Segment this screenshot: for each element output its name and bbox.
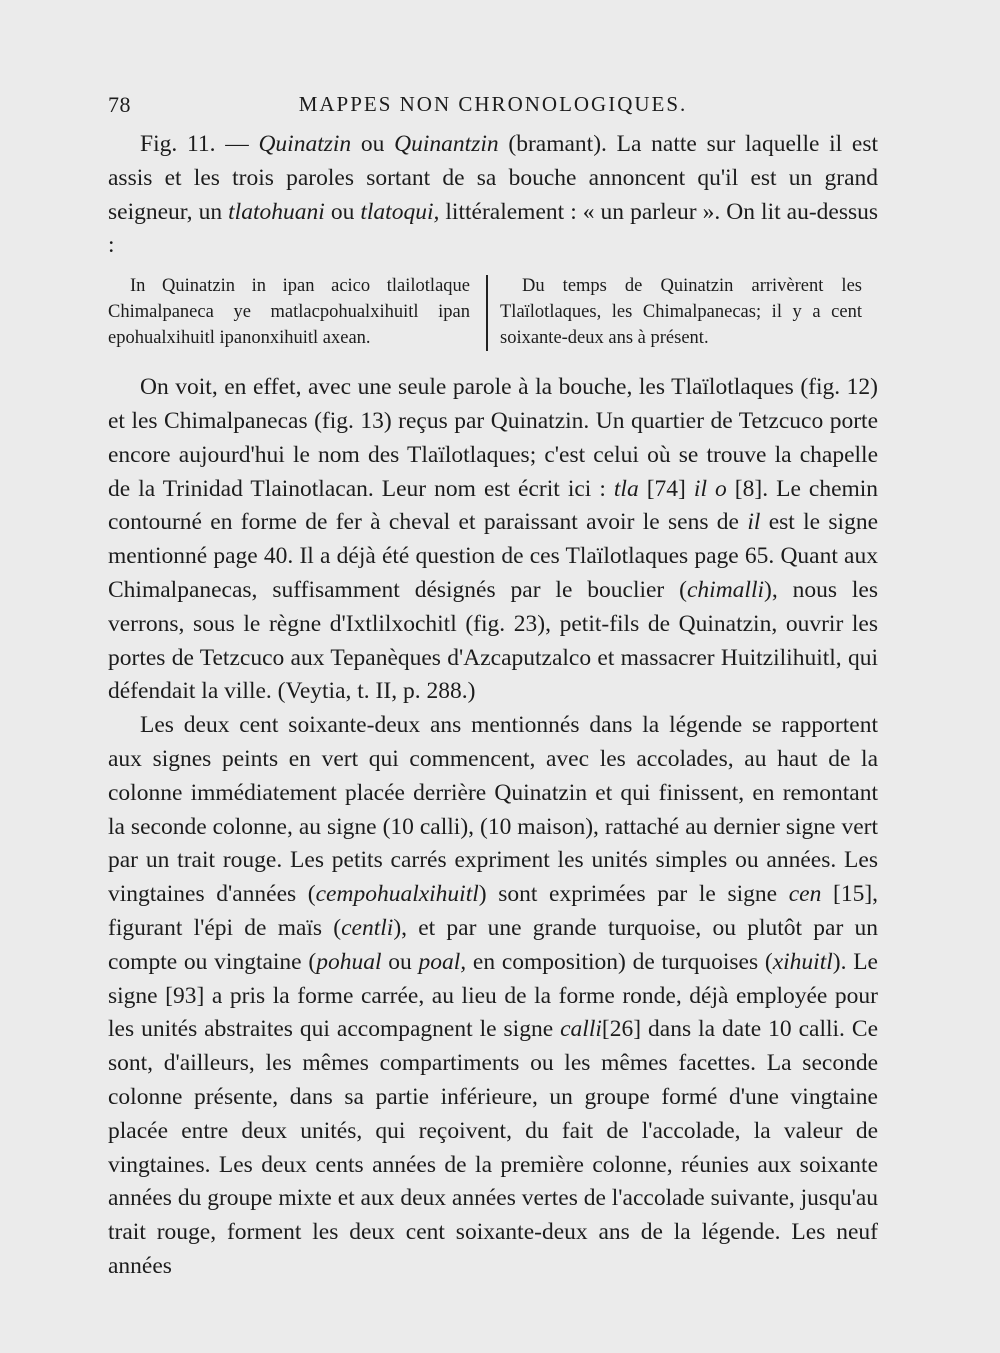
running-title: MAPPES NON CHRONOLOGIQUES. bbox=[298, 92, 688, 116]
page-body bbox=[108, 128, 878, 1284]
text-span: est le signe mentionné page 40. Il a déjà été question de ces Tlaïlotlaques page 65. Quant aux Chimalpanecas, suffisamment désignés par le bouclier ( bbox=[108, 509, 879, 603]
paragraph-tlailotlaques bbox=[108, 371, 878, 709]
term-calli: calli bbox=[560, 1016, 602, 1043]
legend-nahuatl: In Quinatzin in ipan acico tlailotlaque Chimalpaneca ye matlacpohualxihuitl ipan epohualxihuitl ipanonxihuitl axean. bbox=[108, 276, 470, 349]
paragraph-years bbox=[108, 709, 878, 1284]
text-span: ou bbox=[360, 131, 385, 157]
glyph-tla: tla bbox=[613, 475, 639, 502]
text-span: ou bbox=[388, 948, 412, 975]
glyph-o: o bbox=[715, 475, 727, 502]
term-tlatoqui: tlatoqui, bbox=[360, 198, 440, 225]
term-poal: poal, bbox=[418, 948, 467, 975]
text-span: ), nous les verrons, sous le règne d'Ixtlilxochitl (fig. 23), petit-fils de Quinatzin, ouvrir les portes de Tetzcuco aux Tepanèques d'Azcaputzalco et massacrer Huitzilihuitl, qui défendait la ville. (Veytia, t. II, p. 288.) bbox=[108, 576, 878, 705]
text-span: Les deux cent soixante-deux ans mentionnés dans la légende se rapportent aux signes peints en vert qui commencent, avec les accolades, au haut de la colonne immédiatement placée derrière Quinatzin et qui finissent, en remontant la seconde colonne, au signe (10 calli), (10 maison), rattaché au dernier signe vert par un trait rouge. Les petits carrés expriment les unités simples ou années. Les vingtaines d'années ( bbox=[108, 712, 878, 908]
text-span: ) sont exprimées par le signe bbox=[478, 881, 778, 908]
page-number: 78 bbox=[108, 92, 131, 117]
figure-11-paragraph bbox=[108, 128, 878, 263]
term-tlatohuani: tlatohuani bbox=[228, 198, 325, 225]
term-xihuitl: xihuitl bbox=[772, 948, 833, 975]
text-span: On voit, en effet, avec une seule parole à la bouche, les Tlaïlotlaques (fig. 12) et les Chimalpanecas (fig. 13) reçus par Quinatzin. Un quartier de Tetzcuco porte encore aujourd'hui le nom des Tlaïlotlaques; c'est celui où se trouve la chapelle de la Trinidad Tlainotlacan. Leur nom est écrit ici : bbox=[108, 374, 878, 502]
column-divider bbox=[486, 275, 488, 351]
term-cen: cen bbox=[788, 881, 822, 908]
text-span: ), et par une grande turquoise, ou plutôt par un compte ou vingtaine ( bbox=[108, 914, 878, 975]
text-span: (bramant). La natte sur laquelle il est assis et les trois paroles sortant de sa bouche annoncent qu'il est un grand seigneur, un bbox=[108, 131, 879, 225]
legend-french: Du temps de Quinatzin arrivèrent les Tlaïlotlaques, les Chimalpanecas; il y a cent soixante-deux ans à présent. bbox=[500, 276, 862, 349]
ref-74: [74] bbox=[646, 475, 686, 502]
figure-label: Fig. 11. — bbox=[140, 131, 249, 157]
legend-columns bbox=[108, 273, 878, 351]
name-quinatzin: Quinatzin bbox=[258, 131, 352, 157]
term-pohual: pohual bbox=[316, 948, 382, 975]
text-span: [26] dans la date 10 calli. Ce sont, d'ailleurs, les mêmes compartiments ou les mêmes facettes. La seconde colonne présente, dans sa partie inférieure, un groupe formé d'une vingtaine placée entre deux unités, qui reçoivent, du fait de l'accolade, la valeur de vingtaines. Les deux cents années de la première colonne, réunies aux soixante années du groupe mixte et aux deux années vertes de l'accolade suivante, jusqu'au trait rouge, forment les deux cent soixante-deux ans de la légende. Les neuf années bbox=[108, 1016, 879, 1279]
text-span: littéralement : « un parleur ». On lit au-dessus : bbox=[108, 198, 879, 259]
text-span: ). Le signe [93] a pris la forme carrée, au lieu de la forme ronde, déjà employée pour les unités abstraites qui accompagnent le signe bbox=[108, 948, 878, 1043]
text-span: en composition) de turquoises ( bbox=[472, 948, 773, 975]
page-header bbox=[108, 92, 878, 126]
glyph-il-2: il bbox=[747, 509, 761, 536]
name-quinantzin: Quinantzin bbox=[394, 131, 499, 157]
text-span: [15], figurant l'épi de maïs ( bbox=[108, 881, 879, 941]
term-centli: centli bbox=[341, 914, 394, 941]
term-chimalli: chimalli bbox=[686, 576, 765, 603]
text-span: ou bbox=[330, 198, 355, 225]
text-span: [8]. Le chemin contourné en forme de fer à cheval et paraissant avoir le sens de bbox=[108, 475, 879, 536]
glyph-il: il bbox=[693, 475, 707, 502]
term-cempohualxihuitl: cempohualxihuitl bbox=[315, 881, 479, 908]
